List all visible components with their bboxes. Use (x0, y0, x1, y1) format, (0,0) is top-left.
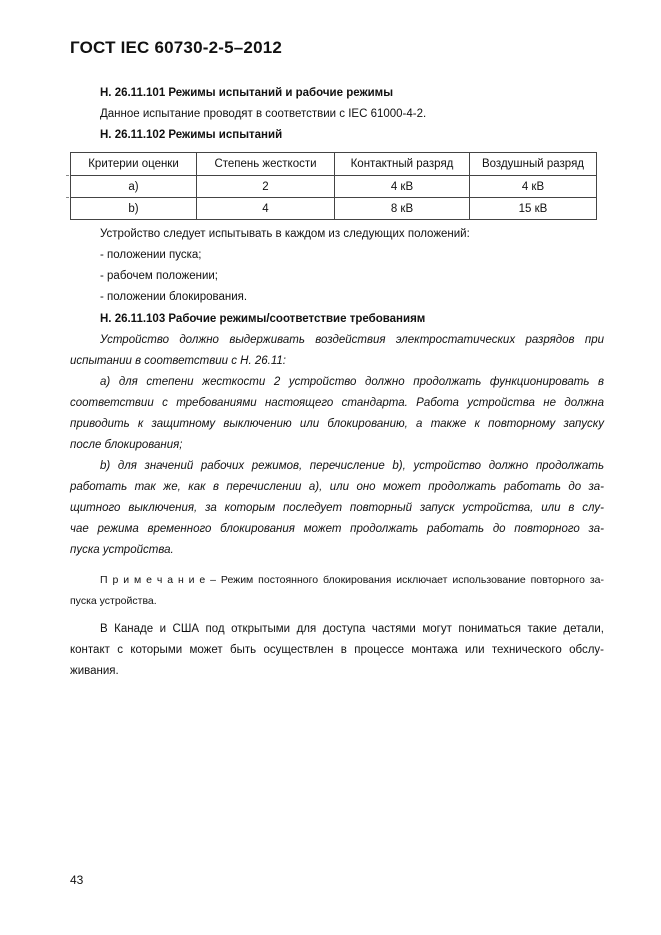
paragraph-line: пуска устройства. (70, 544, 174, 556)
table-cell: 2 (197, 176, 335, 198)
paragraph-line: работать так же, как в перечислении a), или оно может продолжать работать до за- (70, 481, 604, 493)
list-item: - положении блокирования. (100, 291, 248, 303)
list-item: - положении пуска; (100, 249, 202, 261)
positions-intro: Устройство следует испытывать в каждом из следующих положений: (100, 228, 470, 240)
table-row (71, 176, 597, 198)
table-cell: 15 кВ (470, 198, 597, 220)
paragraph-line: приводить к защитному выключению или блокированию, а также к повторному запуску (70, 418, 604, 430)
paragraph-line: испытании в соответствии с H. 26.11: (70, 355, 286, 367)
section-text-101: Данное испытание проводят в соответствии с IEC 61000-4-2. (100, 108, 427, 120)
note-line: пуска устройства. (70, 595, 157, 607)
table-header-row (71, 153, 597, 176)
paragraph-line: щитного выключения, за которым последует повторный запуск устройства, или в слу- (70, 502, 604, 514)
section-heading-101: H. 26.11.101 Режимы испытаний и рабочие режимы (100, 87, 394, 99)
table-header-cell: Критерии оценки (71, 153, 197, 176)
section-heading-103: H. 26.11.103 Рабочие режимы/соответствие требованиям (100, 313, 426, 325)
document-header: ГОСТ IEC 60730-2-5–2012 (70, 38, 283, 57)
closing-line: контакт с которыми может быть осуществлен в процессе монтажа или технического обслу- (70, 644, 604, 656)
section-heading-102: H. 26.11.102 Режимы испытаний (100, 129, 283, 141)
closing-line: живания. (70, 665, 119, 677)
scan-mark (66, 175, 69, 176)
table-cell: 4 (197, 198, 335, 220)
paragraph-line: b) для значений рабочих режимов, перечисление b), устройство должно продолжать (100, 460, 604, 472)
paragraph-line: a) для степени жесткости 2 устройство должно продолжать функционировать в (100, 376, 604, 388)
paragraph-line: чае режима временного блокирования может продолжать работать до повторного за- (70, 523, 604, 535)
closing-line: В Канаде и США под открытыми для доступа частями могут пониматься такие детали, (100, 623, 604, 635)
paragraph-line: после блокирования; (70, 439, 183, 451)
table-cell: а) (71, 176, 197, 198)
test-modes-table (70, 152, 597, 220)
table-header-cell: Контактный разряд (335, 153, 470, 176)
table-cell: 4 кВ (470, 176, 597, 198)
table-header-cell: Степень жесткости (197, 153, 335, 176)
note-line: П р и м е ч а н и е – Режим постоянного блокирования исключает использование повторного за- (100, 574, 604, 586)
table-cell: 4 кВ (335, 176, 470, 198)
table-header-cell: Воздушный разряд (470, 153, 597, 176)
list-item: - рабочем положении; (100, 270, 218, 282)
table-cell: 8 кВ (335, 198, 470, 220)
paragraph-line: соответствии с требованиями настоящего стандарта. Работа устройства не должна (70, 397, 604, 409)
paragraph-line: Устройство должно выдерживать воздействия электростатических разрядов при (100, 334, 604, 346)
scan-mark (66, 197, 69, 198)
table-cell: b) (71, 198, 197, 220)
table-row (71, 198, 597, 220)
page-number: 43 (70, 873, 84, 887)
